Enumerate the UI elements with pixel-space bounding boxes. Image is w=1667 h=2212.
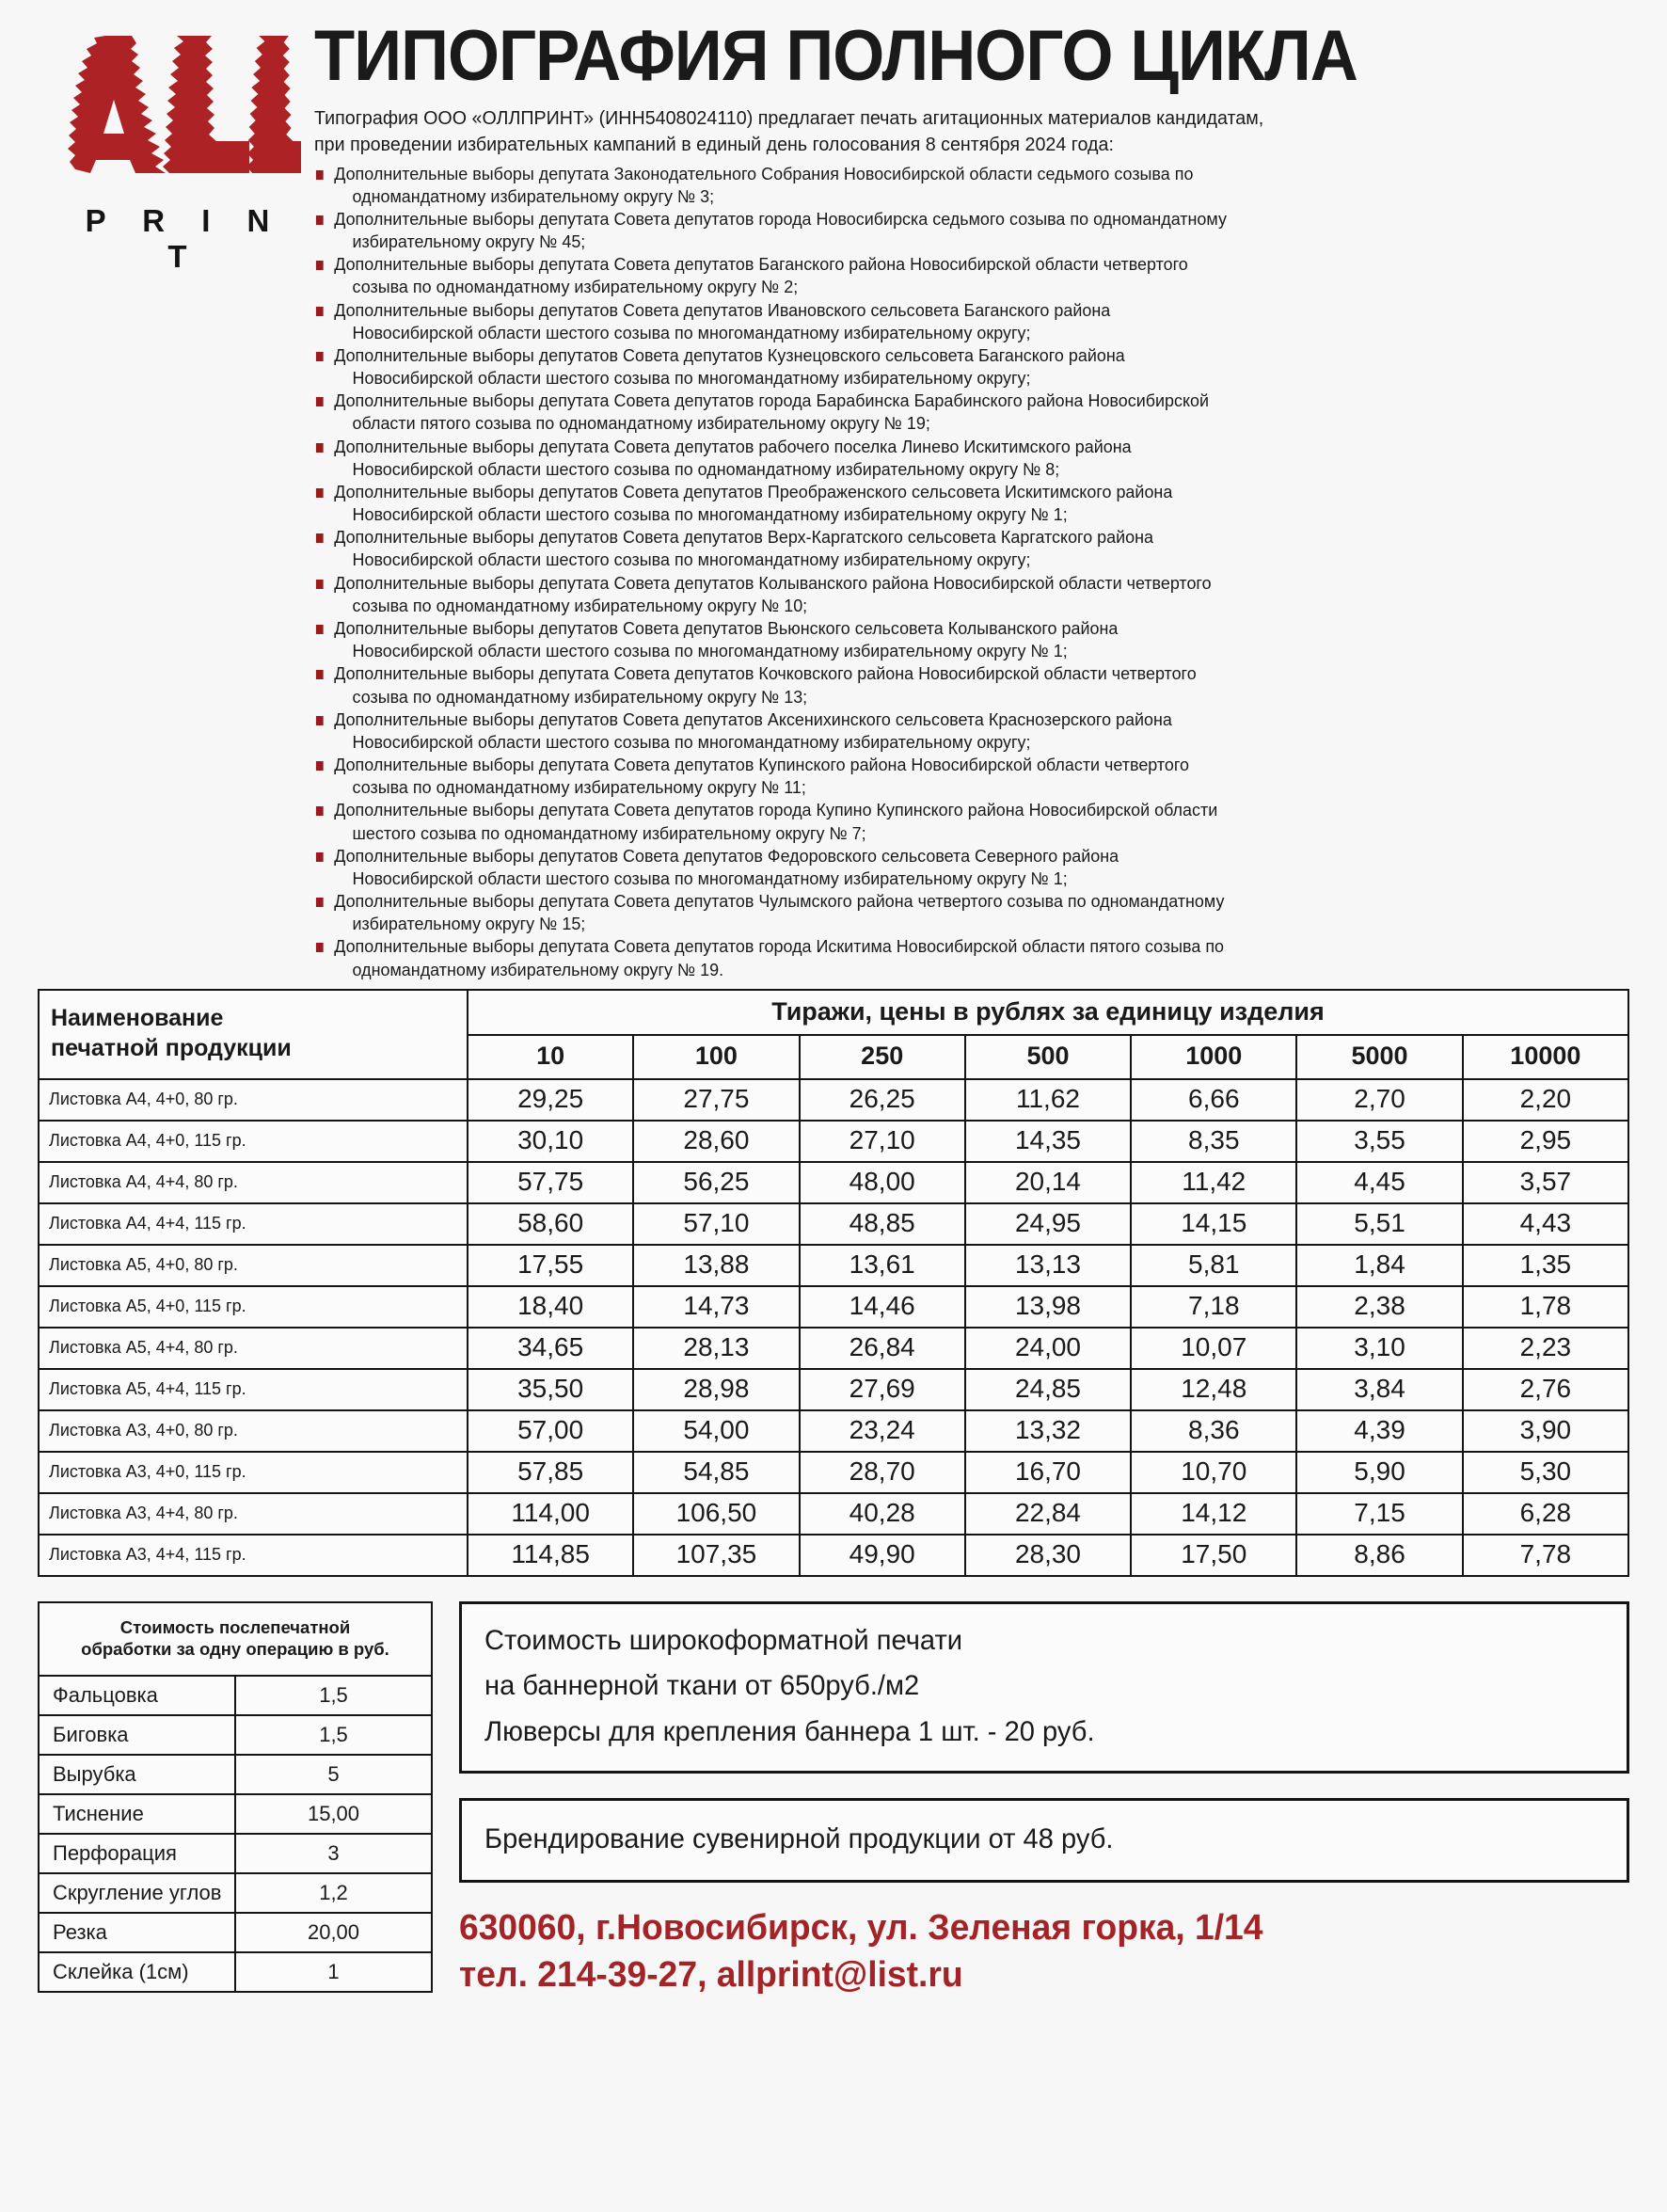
price-cell: 34,65 — [468, 1328, 633, 1369]
price-cell: 49,90 — [800, 1535, 965, 1576]
price-cell: 3,10 — [1296, 1328, 1462, 1369]
table-row — [39, 1535, 1628, 1576]
postpress-table-body — [39, 1676, 432, 1992]
operation-price-cell: 3 — [235, 1834, 432, 1873]
election-item-line-1: Дополнительные выборы депутатов Совета депутатов Верх-Каргатского сельсовета Каргатского района — [334, 527, 1154, 548]
postpress-header-line-1: Стоимость послепечатной — [119, 1616, 351, 1637]
election-item-line-2: Новосибирской области шестого созыва по многомандатному избирательному округу № 1; — [352, 504, 1068, 525]
operation-name-cell: Резка — [39, 1913, 235, 1952]
price-cell: 6,28 — [1463, 1493, 1628, 1535]
price-cell: 28,70 — [800, 1452, 965, 1493]
price-cell: 4,43 — [1463, 1203, 1628, 1245]
price-cell: 17,55 — [468, 1245, 633, 1286]
column-header-qty: 10 — [468, 1035, 633, 1079]
bullet-square-icon — [316, 533, 324, 543]
bullet-square-icon — [316, 307, 324, 316]
price-cell: 14,35 — [965, 1121, 1131, 1162]
column-header-qty: 1000 — [1131, 1035, 1296, 1079]
price-cell: 14,46 — [800, 1286, 965, 1328]
postpress-header-line-2: обработки за одну операцию в руб. — [81, 1638, 389, 1659]
election-list-item — [314, 526, 1583, 571]
price-cell: 2,76 — [1463, 1369, 1628, 1410]
price-cell: 17,50 — [1131, 1535, 1296, 1576]
product-name-cell: Листовка А4, 4+0, 115 гр. — [39, 1121, 468, 1162]
contact-phone-email[interactable]: тел. 214-39-27, allprint@list.ru — [459, 1954, 963, 1995]
price-cell: 14,73 — [633, 1286, 799, 1328]
product-header-line-2: печатной продукции — [51, 1035, 292, 1062]
price-cell: 5,81 — [1131, 1245, 1296, 1286]
price-cell: 28,30 — [965, 1535, 1131, 1576]
price-cell: 10,07 — [1131, 1328, 1296, 1369]
price-cell: 13,32 — [965, 1410, 1131, 1452]
product-name-cell: Листовка А3, 4+0, 115 гр. — [39, 1452, 468, 1493]
bullet-square-icon — [316, 898, 324, 907]
company-logo — [38, 17, 310, 275]
price-cell: 23,24 — [800, 1410, 965, 1452]
price-cell: 10,70 — [1131, 1452, 1296, 1493]
product-name-cell: Листовка А4, 4+0, 80 гр. — [39, 1079, 468, 1121]
table-row — [39, 1676, 432, 1715]
election-item-line-1: Дополнительные выборы депутата Совета депутатов города Искитима Новосибирской области пятого созыва по — [334, 936, 1225, 957]
price-table — [38, 989, 1629, 1577]
price-table-head — [39, 990, 1628, 1079]
price-cell: 24,85 — [965, 1369, 1131, 1410]
product-name-cell: Листовка А4, 4+4, 80 гр. — [39, 1162, 468, 1203]
price-cell: 26,84 — [800, 1328, 965, 1369]
price-cell: 1,35 — [1463, 1245, 1628, 1286]
price-cell: 4,39 — [1296, 1410, 1462, 1452]
bullet-square-icon — [316, 806, 324, 816]
operation-name-cell: Биговка — [39, 1715, 235, 1755]
election-item-line-2: созыва по одномандатному избирательному округу № 13; — [352, 686, 808, 707]
price-cell: 14,12 — [1131, 1493, 1296, 1535]
election-item-line-2: одномандатному избирательному округу № 19. — [352, 959, 724, 979]
election-list-item — [314, 708, 1583, 754]
election-item-line-1: Дополнительные выборы депутата Совета депутатов Баганского района Новосибирской области четвертого — [334, 254, 1188, 275]
column-header-qty: 100 — [633, 1035, 799, 1079]
column-header-qty: 500 — [965, 1035, 1131, 1079]
operation-name-cell: Вырубка — [39, 1755, 235, 1794]
price-table-header-row-1 — [39, 990, 1628, 1035]
product-name-cell: Листовка А3, 4+4, 80 гр. — [39, 1493, 468, 1535]
election-list-item — [314, 344, 1583, 390]
operation-name-cell: Перфорация — [39, 1834, 235, 1873]
election-item-line-2: созыва по одномандатному избирательному округу № 2; — [352, 277, 799, 297]
operation-name-cell: Тиснение — [39, 1794, 235, 1834]
election-list-item — [314, 299, 1583, 344]
price-cell: 26,25 — [800, 1079, 965, 1121]
table-row — [39, 1952, 432, 1992]
price-cell: 8,86 — [1296, 1535, 1462, 1576]
election-list-item — [314, 890, 1583, 935]
election-item-line-2: созыва по одномандатному избирательному округу № 10; — [352, 595, 808, 615]
election-list-item — [314, 163, 1583, 208]
bottom-section — [0, 1577, 1667, 1998]
election-item-line-2: созыва по одномандатному избирательному округу № 11; — [352, 777, 806, 798]
election-item-line-2: шестого созыва по одномандатному избирательному округу № 7; — [352, 822, 866, 843]
price-cell: 27,75 — [633, 1079, 799, 1121]
election-item-line-1: Дополнительные выборы депутатов Совета депутатов Аксенихинского сельсовета Краснозерского района — [334, 708, 1172, 729]
table-row — [39, 1493, 1628, 1535]
price-cell: 114,00 — [468, 1493, 633, 1535]
price-cell: 27,10 — [800, 1121, 965, 1162]
bullet-square-icon — [316, 716, 324, 725]
price-cell: 3,55 — [1296, 1121, 1462, 1162]
price-cell: 2,23 — [1463, 1328, 1628, 1369]
price-cell: 12,48 — [1131, 1369, 1296, 1410]
election-item-line-2: Новосибирской области шестого созыва по многомандатному избирательному округу; — [352, 322, 1031, 342]
price-cell: 1,78 — [1463, 1286, 1628, 1328]
table-row — [39, 1245, 1628, 1286]
price-cell: 14,15 — [1131, 1203, 1296, 1245]
election-item-line-1: Дополнительные выборы депутатов Совета депутатов Кузнецовского сельсовета Баганского района — [334, 344, 1125, 365]
price-cell: 29,25 — [468, 1079, 633, 1121]
price-cell: 114,85 — [468, 1535, 633, 1576]
price-cell: 24,95 — [965, 1203, 1131, 1245]
price-cell: 22,84 — [965, 1493, 1131, 1535]
price-table-body — [39, 1079, 1628, 1576]
wide-format-line-1: Стоимость широкоформатной печати — [484, 1624, 963, 1656]
election-item-line-2: Новосибирской области шестого созыва по многомандатному избирательному округу; — [352, 549, 1031, 570]
column-header-product — [39, 990, 468, 1079]
election-item-line-2: Новосибирской области шестого созыва по многомандатному избирательному округу № 1; — [352, 641, 1068, 661]
bullet-square-icon — [316, 352, 324, 361]
election-list-item — [314, 390, 1583, 435]
operation-name-cell: Скругление углов — [39, 1873, 235, 1913]
price-cell: 2,38 — [1296, 1286, 1462, 1328]
table-row — [39, 1369, 1628, 1410]
election-list-item — [314, 799, 1583, 844]
price-cell: 13,88 — [633, 1245, 799, 1286]
price-cell: 54,00 — [633, 1410, 799, 1452]
product-header-line-1: Наименование — [51, 1005, 224, 1032]
price-cell: 7,78 — [1463, 1535, 1628, 1576]
branding-box — [459, 1798, 1629, 1883]
election-item-line-2: Новосибирской области шестого созыва по одномандатному избирательному округу № 8; — [352, 458, 1060, 479]
price-cell: 18,40 — [468, 1286, 633, 1328]
price-cell: 58,60 — [468, 1203, 633, 1245]
operation-price-cell: 1 — [235, 1952, 432, 1992]
election-item-line-1: Дополнительные выборы депутата Совета депутатов Колыванского района Новосибирской области четвертого — [334, 572, 1212, 593]
operation-price-cell: 1,5 — [235, 1676, 432, 1715]
price-cell: 107,35 — [633, 1535, 799, 1576]
price-cell: 40,28 — [800, 1493, 965, 1535]
bullet-square-icon — [316, 170, 324, 180]
price-cell: 3,90 — [1463, 1410, 1628, 1452]
price-cell: 54,85 — [633, 1452, 799, 1493]
price-cell: 57,00 — [468, 1410, 633, 1452]
price-cell: 7,18 — [1131, 1286, 1296, 1328]
price-cell: 13,61 — [800, 1245, 965, 1286]
table-row — [39, 1286, 1628, 1328]
price-cell: 13,98 — [965, 1286, 1131, 1328]
page-title: ТИПОГРАФИЯ ПОЛНОГО ЦИКЛА — [314, 16, 1357, 96]
contact-address: 630060, г.Новосибирск, ул. Зеленая горка, 1/14 — [459, 1908, 1263, 1949]
election-item-line-1: Дополнительные выборы депутата Совета депутатов Купинского района Новосибирской области четвертого — [334, 755, 1190, 775]
bullet-square-icon — [316, 488, 324, 498]
price-cell: 30,10 — [468, 1121, 633, 1162]
election-item-line-1: Дополнительные выборы депутата Совета депутатов города Новосибирска седьмого созыва по одномандатному — [334, 208, 1227, 229]
column-header-qty: 5000 — [1296, 1035, 1462, 1079]
price-cell: 48,00 — [800, 1162, 965, 1203]
election-item-line-1: Дополнительные выборы депутатов Совета депутатов Преображенского сельсовета Искитимского района — [334, 481, 1173, 501]
wide-format-line-3: Люверсы для крепления баннера 1 шт. - 20 руб. — [484, 1715, 1095, 1747]
bullet-square-icon — [316, 852, 324, 862]
election-item-line-2: области пятого созыва по одномандатному избирательному округу № 19; — [352, 413, 930, 434]
product-name-cell: Листовка А5, 4+4, 80 гр. — [39, 1328, 468, 1369]
election-item-line-1: Дополнительные выборы депутата Совета депутатов Кочковского района Новосибирской области четвертого — [334, 663, 1197, 684]
table-row — [39, 1410, 1628, 1452]
price-cell: 20,14 — [965, 1162, 1131, 1203]
operation-name-cell: Фальцовка — [39, 1676, 235, 1715]
operation-name-cell: Склейка (1см) — [39, 1952, 235, 1992]
price-cell: 3,84 — [1296, 1369, 1462, 1410]
operation-price-cell: 1,5 — [235, 1715, 432, 1755]
column-header-qty: 250 — [800, 1035, 965, 1079]
price-cell: 5,51 — [1296, 1203, 1462, 1245]
election-item-line-1: Дополнительные выборы депутата Совета депутатов рабочего поселка Линево Искитимского района — [334, 436, 1132, 456]
election-list-item — [314, 617, 1583, 662]
bullet-square-icon — [316, 261, 324, 270]
table-row — [39, 1452, 1628, 1493]
election-item-line-2: Новосибирской области шестого созыва по многомандатному избирательному округу; — [352, 731, 1031, 752]
election-item-line-1: Дополнительные выборы депутатов Совета депутатов Вьюнского сельсовета Колыванского района — [334, 618, 1119, 638]
price-cell: 8,36 — [1131, 1410, 1296, 1452]
intro-line-2: при проведении избирательных кампаний в единый день голосования 8 сентября 2024 года: — [314, 134, 1114, 156]
election-item-line-2: одномандатному избирательному округу № 3; — [352, 185, 715, 206]
table-row — [39, 1715, 432, 1755]
bullet-square-icon — [316, 670, 324, 679]
election-item-line-1: Дополнительные выборы депутата Совета депутатов города Барабинска Барабинского района Новосибирской — [334, 390, 1210, 411]
table-row — [39, 1121, 1628, 1162]
postpress-table — [38, 1601, 433, 1993]
election-list-item — [314, 208, 1583, 253]
bullet-square-icon — [316, 580, 324, 589]
bullet-square-icon — [316, 215, 324, 225]
intro-paragraph — [314, 105, 1577, 159]
price-cell: 5,90 — [1296, 1452, 1462, 1493]
price-cell: 2,20 — [1463, 1079, 1628, 1121]
product-name-cell: Листовка А5, 4+4, 115 гр. — [39, 1369, 468, 1410]
price-cell: 2,70 — [1296, 1079, 1462, 1121]
page-header — [0, 0, 1667, 981]
bullet-square-icon — [316, 943, 324, 952]
election-item-line-1: Дополнительные выборы депутата Законодательного Собрания Новосибирской области седьмого созыва по — [334, 163, 1194, 183]
price-cell: 57,10 — [633, 1203, 799, 1245]
product-name-cell: Листовка А3, 4+0, 80 гр. — [39, 1410, 468, 1452]
elections-list — [314, 163, 1629, 981]
price-cell: 3,57 — [1463, 1162, 1628, 1203]
price-cell: 13,13 — [965, 1245, 1131, 1286]
election-item-line-1: Дополнительные выборы депутатов Совета депутатов Федоровского сельсовета Северного района — [334, 845, 1119, 866]
price-cell: 6,66 — [1131, 1079, 1296, 1121]
price-cell: 48,85 — [800, 1203, 965, 1245]
table-row — [39, 1913, 432, 1952]
table-row — [39, 1203, 1628, 1245]
table-row — [39, 1162, 1628, 1203]
price-cell: 11,42 — [1131, 1162, 1296, 1203]
election-item-line-2: Новосибирской области шестого созыва по многомандатному избирательному округу № 1; — [352, 867, 1068, 888]
postpress-header-row — [39, 1602, 432, 1676]
price-cell: 28,13 — [633, 1328, 799, 1369]
price-cell: 28,60 — [633, 1121, 799, 1162]
price-cell: 5,30 — [1463, 1452, 1628, 1493]
election-list-item — [314, 845, 1583, 890]
election-item-line-2: Новосибирской области шестого созыва по многомандатному избирательному округу; — [352, 368, 1031, 389]
column-header-group-tirages: Тиражи, цены в рублях за единицу изделия — [468, 990, 1628, 1035]
price-cell: 2,95 — [1463, 1121, 1628, 1162]
all-logo-icon — [38, 30, 301, 199]
table-row — [39, 1873, 432, 1913]
price-cell: 106,50 — [633, 1493, 799, 1535]
postpress-table-header — [39, 1602, 432, 1676]
table-row — [39, 1079, 1628, 1121]
product-name-cell: Листовка А5, 4+0, 80 гр. — [39, 1245, 468, 1286]
operation-price-cell: 20,00 — [235, 1913, 432, 1952]
bullet-square-icon — [316, 625, 324, 634]
operation-price-cell: 5 — [235, 1755, 432, 1794]
price-cell: 8,35 — [1131, 1121, 1296, 1162]
price-cell: 7,15 — [1296, 1493, 1462, 1535]
election-list-item — [314, 481, 1583, 526]
price-cell: 28,98 — [633, 1369, 799, 1410]
price-cell: 11,62 — [965, 1079, 1131, 1121]
operation-price-cell: 1,2 — [235, 1873, 432, 1913]
table-row — [39, 1794, 432, 1834]
price-cell: 27,69 — [800, 1369, 965, 1410]
bullet-square-icon — [316, 761, 324, 771]
election-list-item — [314, 253, 1583, 298]
price-cell: 16,70 — [965, 1452, 1131, 1493]
election-item-line-2: избирательному округу № 45; — [352, 231, 586, 252]
price-cell: 57,75 — [468, 1162, 633, 1203]
bullet-square-icon — [316, 443, 324, 453]
column-header-qty: 10000 — [1463, 1035, 1628, 1079]
bullet-square-icon — [316, 397, 324, 406]
price-cell: 1,84 — [1296, 1245, 1462, 1286]
election-item-line-2: избирательному округу № 15; — [352, 914, 586, 934]
election-list-item — [314, 662, 1583, 708]
election-item-line-1: Дополнительные выборы депутата Совета депутатов Чулымского района четвертого созыва по одномандатному — [334, 891, 1225, 912]
product-name-cell: Листовка А4, 4+4, 115 гр. — [39, 1203, 468, 1245]
table-row — [39, 1834, 432, 1873]
election-item-line-1: Дополнительные выборы депутата Совета депутатов города Купино Купинского района Новосибирской области — [334, 800, 1218, 820]
election-item-line-1: Дополнительные выборы депутатов Совета депутатов Ивановского сельсовета Баганского района — [334, 299, 1111, 320]
election-list-item — [314, 572, 1583, 617]
election-list-item — [314, 436, 1583, 481]
wide-format-line-2: на баннерной ткани от 650руб./м2 — [484, 1670, 920, 1702]
price-cell: 4,45 — [1296, 1162, 1462, 1203]
election-list-item — [314, 935, 1583, 980]
logo-print-word: P R I N T — [85, 203, 284, 274]
price-cell: 35,50 — [468, 1369, 633, 1410]
price-cell: 57,85 — [468, 1452, 633, 1493]
product-name-cell: Листовка А5, 4+0, 115 гр. — [39, 1286, 468, 1328]
branding-line-1: Брендирование сувенирной продукции от 48 руб. — [484, 1822, 1114, 1854]
contacts-block — [459, 1905, 1629, 1998]
operation-price-cell: 15,00 — [235, 1794, 432, 1834]
election-list-item — [314, 754, 1583, 799]
wide-format-box — [459, 1601, 1629, 1774]
intro-line-1: Типография ООО «ОЛЛПРИНТ» (ИНН5408024110) предлагает печать агитационных материалов кандидатам, — [314, 107, 1264, 129]
table-row — [39, 1755, 432, 1794]
product-name-cell: Листовка А3, 4+4, 115 гр. — [39, 1535, 468, 1576]
table-row — [39, 1328, 1628, 1369]
price-cell: 24,00 — [965, 1328, 1131, 1369]
price-cell: 56,25 — [633, 1162, 799, 1203]
